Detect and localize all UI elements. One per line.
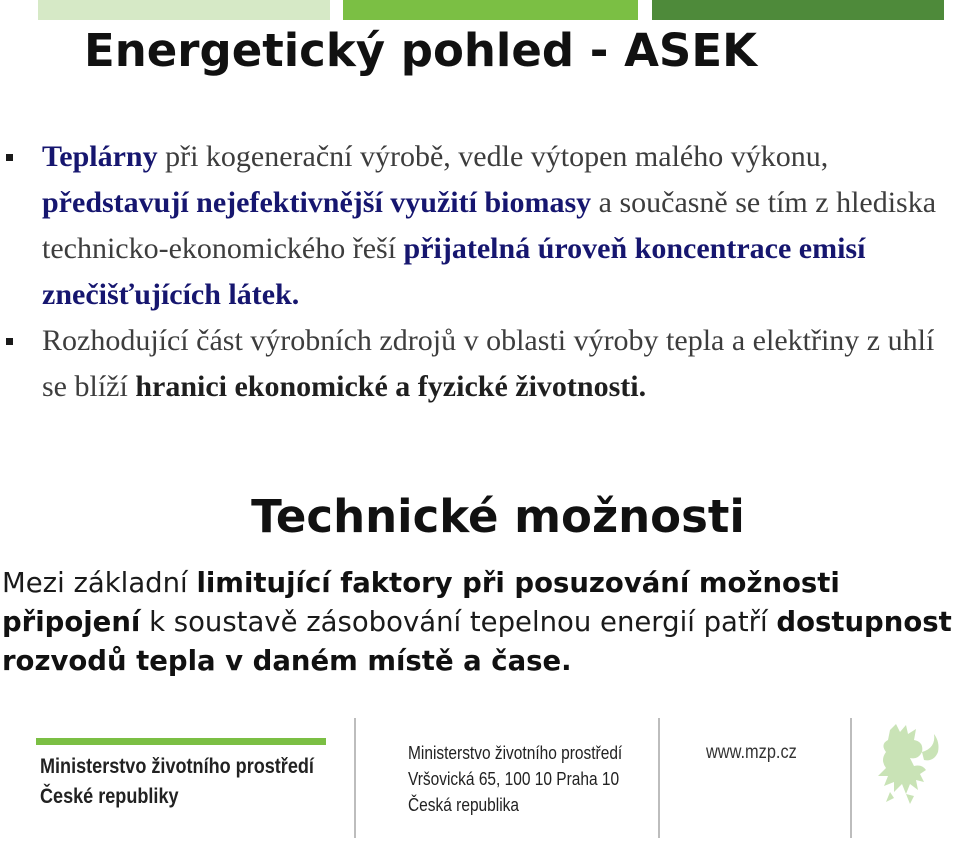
ministry-logo-text [40,752,314,812]
address-line: Vršovická 65, 100 10 Praha 10 [408,769,620,789]
section-heading: Technické možnosti [251,490,745,543]
square-bullet-icon [6,154,13,161]
slide-title: Energetický pohled - ASEK [84,24,757,77]
footer-divider [850,718,852,838]
footer-divider [658,718,660,838]
paragraph-emphasis: limitující faktory při posuzování možnosti připojení [2,567,840,638]
bullet-emphasis: Teplárny [42,140,158,173]
bullet-list [0,134,960,410]
header-bar-light [38,0,330,20]
paragraph-emphasis: dostupnost rozvodů tepla v daném místě a čase. [2,606,952,677]
bullet-emphasis: představují nejefektivnější využití biomasy [42,186,592,219]
address-line: Česká republika [408,795,520,815]
bullet-emphasis: hranici ekonomické a fyzické životnosti. [135,370,647,403]
ministry-country: České republiky [40,785,179,808]
address-line: Ministerstvo životního prostředí [408,743,623,763]
header-bar-dark [652,0,944,20]
body-paragraph [2,564,960,681]
bullet-item-coal-sources [42,318,942,410]
ministry-name: Ministerstvo životního prostředí [40,755,314,778]
website-link[interactable]: www.mzp.cz [706,742,797,763]
header-bar-mid [343,0,638,20]
paragraph-text: Mezi základní [2,567,197,599]
bullet-item-cogeneration [42,134,942,318]
bullet-text: při kogenerační výrobě, vedle výtopen malého výkonu, [157,140,829,173]
heraldic-lion-icon [860,720,946,806]
footer-green-rule [36,738,326,745]
footer [0,700,960,852]
bullet-text: a současně se tím z hlediska technicko-ekonomického řeší [42,186,937,265]
square-bullet-icon [6,338,13,345]
bullet-emphasis: přijatelná úroveň koncentrace emisí znečišťujících látek. [42,232,866,311]
bullet-text: Rozhodující část výrobních zdrojů v oblasti výroby tepla a elektřiny z uhlí se blíží [42,324,935,403]
footer-divider [354,718,356,838]
footer-address [408,740,622,818]
paragraph-text: k soustavě zásobování tepelnou energií patří [140,606,777,638]
